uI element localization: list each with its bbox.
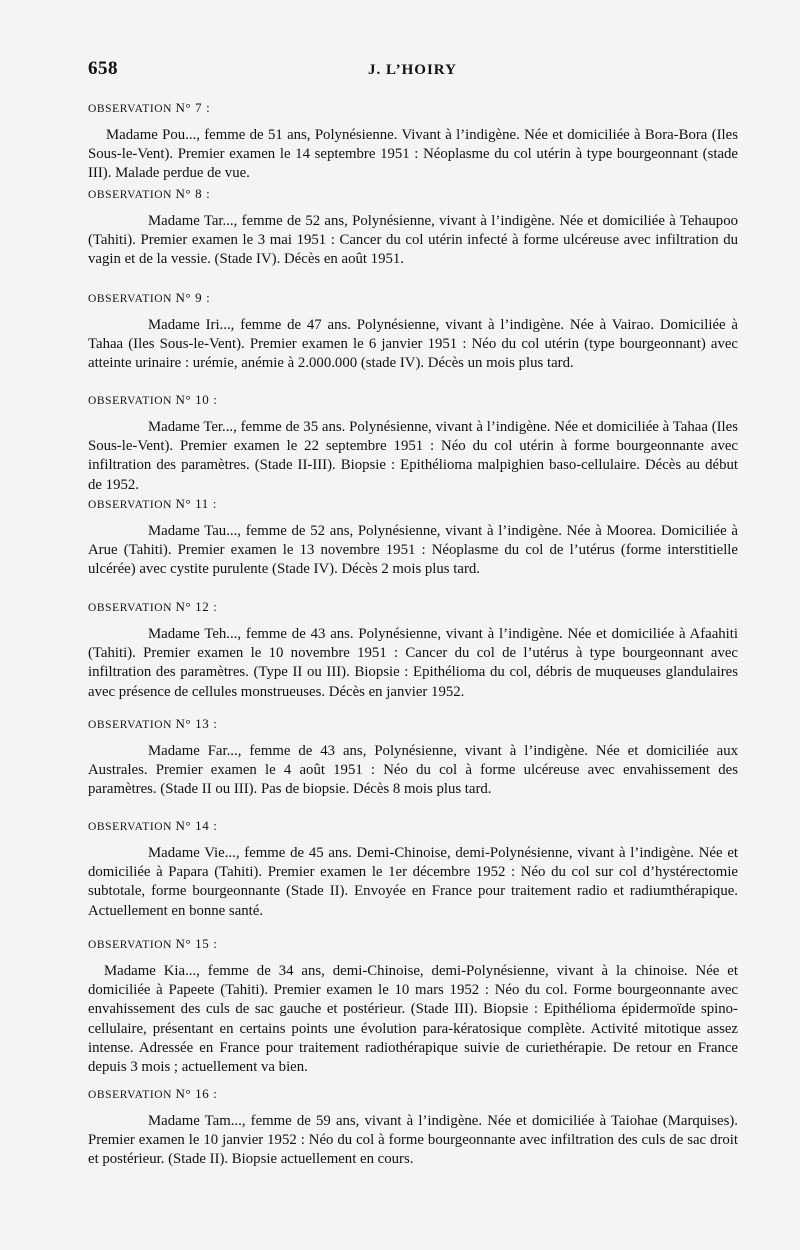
observation-10 (88, 392, 738, 495)
observation-heading: OBSERVATION N° 16 : (88, 1086, 218, 1101)
observation-16 (88, 1086, 738, 1170)
observation-heading: OBSERVATION N° 15 : (88, 936, 218, 951)
observation-text: Madame Kia..., femme de 34 ans, demi-Chinoise, demi-Polynésienne, vivant à la chinoise. Née et domiciliée à Papeete (Tahiti). Premier examen le 10 mars 1952 : Néo du col. Forme bourgeonnante avec envahissement des culs de sac gauche et postérieur. (Stade III). Biopsie : Epithélioma épidermoïde spino-cellulaire, présentant en certains points une évolution para-kératosique complète. Activité mitotique assez intense. Adressée en France pour traitement radiothérapique suivie de curiethérapie. De retour en France depuis 3 mois ; actuellement va bien. (88, 963, 738, 1076)
observation-heading: OBSERVATION N° 14 : (88, 818, 218, 833)
observation-text: Madame Tau..., femme de 52 ans, Polynésienne, vivant à l’indigène. Née à Moorea. Domiciliée à Arue (Tahiti). Premier examen le 13 novembre 1951 : Néoplasme du col de l’utérus (forme interstitielle ulcérée) avec cystite purulente (Stade IV). Décès 2 mois plus tard. (88, 523, 738, 578)
observation-13 (88, 716, 738, 800)
observation-text: Madame Tam..., femme de 59 ans, vivant à l’indigène. Née et domiciliée à Taiohae (Marquises). Premier examen le 10 janvier 1952 : Néo du col à forme bourgeonnante avec infiltration des culs de sac droit et postérieur. (Stade II). Biopsie actuellement en cours. (88, 1113, 738, 1168)
observation-7 (88, 100, 738, 184)
observation-text: Madame Far..., femme de 43 ans, Polynésienne, vivant à l’indigène. Née et domiciliée aux Australes. Premier examen le 4 août 1951 : Néo du col à forme ulcéreuse avec envahissement des paramètres. (Stade II ou III). Pas de biopsie. Décès 8 mois plus tard. (88, 743, 738, 798)
observation-11 (88, 496, 738, 580)
observation-15 (88, 936, 738, 1077)
observation-heading: OBSERVATION N° 11 : (88, 496, 217, 511)
observation-heading: OBSERVATION N° 13 : (88, 716, 218, 731)
observation-text: Madame Ter..., femme de 35 ans. Polynésienne, vivant à l’indigène. Née et domiciliée à Tahaa (Iles Sous-le-Vent). Premier examen le 22 septembre 1951 : Néo du col utérin à forme bourgeonnante avec infiltration des paramètres. (Stade II-III). Biopsie : Epithélioma malpighien baso-cellulaire. Décès au début de 1952. (88, 419, 738, 493)
observation-text: Madame Tar..., femme de 52 ans, Polynésienne, vivant à l’indigène. Née et domiciliée à Tehaupoo (Tahiti). Premier examen le 3 mai 1951 : Cancer du col utérin infecté à forme ulcéreuse avec infiltration du vagin et de la vessie. (Stade IV). Décès en août 1951. (88, 213, 738, 268)
observation-14 (88, 818, 738, 921)
page-number: 658 (88, 58, 118, 79)
observation-9 (88, 290, 738, 374)
running-head: J. L’HOIRY (368, 62, 457, 78)
observation-text: Madame Vie..., femme de 45 ans. Demi-Chinoise, demi-Polynésienne, vivant à l’indigène. Née et domiciliée à Papara (Tahiti). Premier examen le 1er décembre 1952 : Néo du col sur col d’hystérectomie subtotale, forme bourgeonnante (Stade II). Envoyée en France pour traitement radio et radiumthérapique. Actuellement en bonne santé. (88, 845, 738, 919)
observation-heading: OBSERVATION N° 12 : (88, 599, 218, 614)
observation-12 (88, 599, 738, 702)
observation-text: Madame Pou..., femme de 51 ans, Polynésienne. Vivant à l’indigène. Née et domiciliée à Bora-Bora (Iles Sous-le-Vent). Premier examen le 14 septembre 1951 : Néoplasme du col utérin à type bourgeonnant (stade III). Malade perdue de vue. (88, 127, 738, 182)
observation-heading: OBSERVATION N° 9 : (88, 290, 211, 305)
observation-heading: OBSERVATION N° 10 : (88, 392, 218, 407)
observation-heading: OBSERVATION N° 8 : (88, 186, 211, 201)
observation-heading: OBSERVATION N° 7 : (88, 100, 211, 115)
observation-text: Madame Iri..., femme de 47 ans. Polynésienne, vivant à l’indigène. Née à Vairao. Domiciliée à Tahaa (Iles Sous-le-Vent). Premier examen le 6 janvier 1951 : Néo du col utérin (type bourgeonnant) avec atteinte urinaire : urémie, anémie à 2.000.000 (stade IV). Décès un mois plus tard. (88, 317, 738, 372)
observation-8 (88, 186, 738, 270)
observation-text: Madame Teh..., femme de 43 ans. Polynésienne, vivant à l’indigène. Née et domiciliée à Afaahiti (Tahiti). Premier examen le 10 novembre 1951 : Cancer du col de l’utérus à type bourgeonnant avec infiltration des paramètres. (Type II ou III). Biopsie : Epithélioma du col, débris de muqueuses glandulaires avec présence de cellules monstrueuses. Décès en janvier 1952. (88, 626, 738, 700)
